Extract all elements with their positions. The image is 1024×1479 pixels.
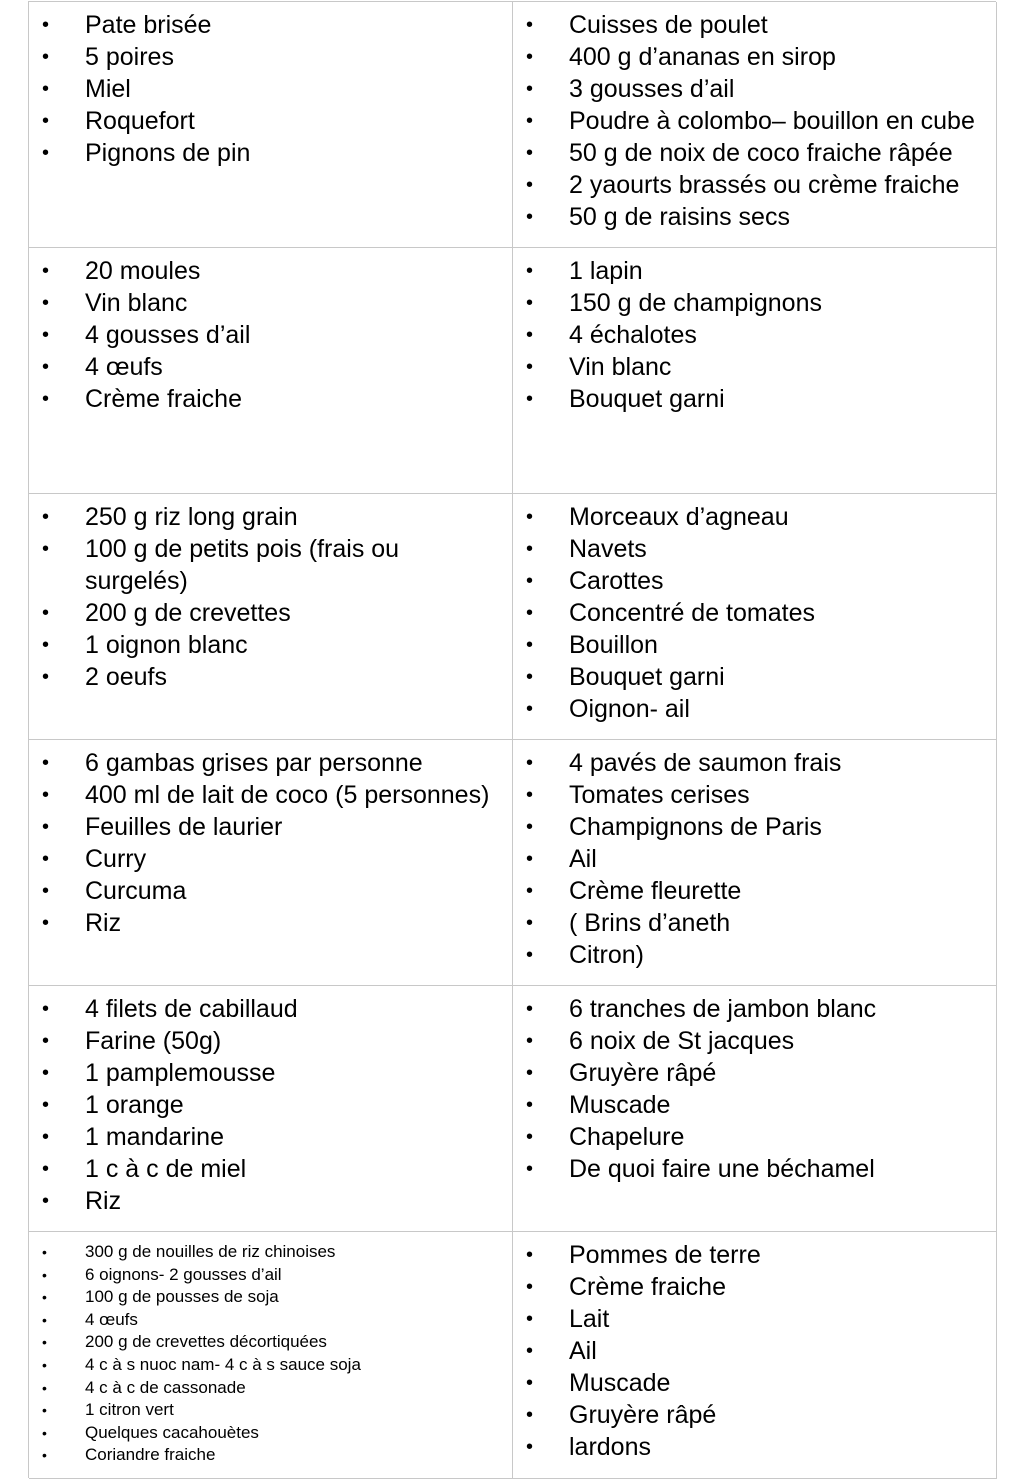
- bullet-icon: •: [526, 1308, 534, 1330]
- ingredient-text: 20 moules: [85, 257, 201, 285]
- table-cell: [29, 740, 513, 986]
- ingredient-text: 3 gousses d’ail: [569, 75, 735, 103]
- list-item: [29, 1399, 512, 1422]
- ingredient-text: Vin blanc: [85, 289, 188, 317]
- ingredient-text: Carottes: [569, 567, 664, 595]
- bullet-icon: •: [42, 292, 50, 314]
- ingredient-text: 400 ml de lait de coco (5 personnes): [85, 781, 490, 809]
- list-item: [29, 1331, 512, 1354]
- ingredient-text: Vin blanc: [569, 353, 672, 381]
- bullet-icon: •: [526, 206, 534, 228]
- list-item: [29, 1153, 512, 1185]
- bullet-icon: •: [526, 356, 534, 378]
- list-item: [29, 875, 512, 907]
- list-item: [513, 693, 996, 725]
- list-item: [29, 1286, 512, 1309]
- ingredient-list: [29, 993, 512, 1217]
- list-item: [29, 383, 512, 415]
- ingredient-text: Morceaux d’agneau: [569, 503, 789, 531]
- ingredient-text: 6 noix de St jacques: [569, 1027, 795, 1055]
- ingredient-text: 100 g de petits pois (frais ou surgelés): [85, 535, 400, 595]
- list-item: [513, 319, 996, 351]
- list-item: [513, 811, 996, 843]
- bullet-icon: •: [42, 1356, 47, 1373]
- ingredient-text: 1 pamplemousse: [85, 1059, 276, 1087]
- list-item: [513, 1239, 996, 1271]
- list-item: [513, 73, 996, 105]
- list-item: [513, 1121, 996, 1153]
- ingredient-list: [29, 1241, 512, 1467]
- bullet-icon: •: [42, 998, 50, 1020]
- bullet-icon: •: [526, 324, 534, 346]
- ingredient-text: Navets: [569, 535, 647, 563]
- ingredient-text: 300 g de nouilles de riz chinoises: [85, 1242, 336, 1261]
- ingredient-text: Tomates cerises: [569, 781, 750, 809]
- bullet-icon: •: [526, 1126, 534, 1148]
- bullet-icon: •: [526, 292, 534, 314]
- bullet-icon: •: [42, 1244, 47, 1260]
- ingredient-text: Pommes de terre: [569, 1241, 761, 1269]
- list-item: [513, 875, 996, 907]
- bullet-icon: •: [526, 1062, 534, 1084]
- ingredient-text: 4 pavés de saumon frais: [569, 749, 842, 777]
- ingredient-list: [29, 9, 512, 169]
- list-item: [29, 843, 512, 875]
- list-item: [513, 137, 996, 169]
- bullet-icon: •: [526, 1340, 534, 1362]
- ingredient-text: 6 gambas grises par personne: [85, 749, 423, 777]
- ingredient-text: Cuisses de poulet: [569, 11, 768, 39]
- bullet-icon: •: [42, 78, 50, 100]
- bullet-icon: •: [526, 698, 534, 720]
- list-item: [513, 383, 996, 415]
- list-item: [29, 105, 512, 137]
- ingredient-text: 6 tranches de jambon blanc: [569, 995, 877, 1023]
- list-item: [29, 351, 512, 383]
- table-cell: [513, 248, 997, 494]
- ingredient-text: Lait: [569, 1305, 610, 1333]
- bullet-icon: •: [526, 848, 534, 870]
- ingredient-text: Curcuma: [85, 877, 187, 905]
- ingredient-text: 4 c à c de cassonade: [85, 1377, 246, 1397]
- ingredient-text: 4 c à s nuoc nam- 4 c à s sauce soja: [85, 1354, 361, 1374]
- table-cell: [29, 494, 513, 740]
- ingredient-text: lardons: [569, 1433, 651, 1461]
- bullet-icon: •: [526, 260, 534, 282]
- bullet-icon: •: [42, 1062, 50, 1084]
- list-item: [513, 287, 996, 319]
- bullet-icon: •: [526, 14, 534, 36]
- ingredient-text: Crème fleurette: [569, 877, 742, 905]
- bullet-icon: •: [42, 14, 50, 36]
- list-item: [29, 1354, 512, 1377]
- list-item: [29, 1264, 512, 1287]
- ingredient-text: Coriandre fraiche: [85, 1445, 216, 1465]
- bullet-icon: •: [526, 142, 534, 164]
- ingredient-text: Citron): [569, 941, 645, 969]
- ingredient-text: 4 œufs: [85, 353, 163, 381]
- ingredient-text: Ail: [569, 1337, 597, 1365]
- list-item: [513, 169, 996, 201]
- bullet-icon: •: [526, 752, 534, 774]
- bullet-icon: •: [42, 388, 50, 410]
- list-item: [513, 939, 996, 971]
- ingredient-text: 1 lapin: [569, 257, 643, 285]
- ingredient-text: 1 oignon blanc: [85, 631, 248, 659]
- ingredient-text: 2 oeufs: [85, 663, 168, 691]
- list-item: [29, 811, 512, 843]
- ingredient-list: [513, 255, 996, 415]
- ingredient-text: Bouquet garni: [569, 385, 725, 413]
- bullet-icon: •: [526, 570, 534, 592]
- list-item: [29, 1057, 512, 1089]
- ingredient-text: 1 citron vert: [85, 1400, 174, 1420]
- ingredient-text: 200 g de crevettes décortiquées: [85, 1332, 327, 1352]
- bullet-icon: •: [42, 324, 50, 346]
- ingredient-text: 50 g de raisins secs: [569, 203, 790, 231]
- bullet-icon: •: [42, 1126, 50, 1148]
- ingredient-text: 1 mandarine: [85, 1123, 224, 1151]
- ingredient-list: [513, 9, 996, 233]
- list-item: [29, 287, 512, 319]
- ingredient-text: Crème fraiche: [569, 1273, 726, 1301]
- list-item: [513, 41, 996, 73]
- list-item: [513, 1089, 996, 1121]
- list-item: [29, 501, 512, 533]
- list-item: [513, 843, 996, 875]
- list-item: [29, 661, 512, 693]
- bullet-icon: •: [42, 666, 50, 688]
- list-item: [513, 565, 996, 597]
- ingredient-text: Pate brisée: [85, 11, 212, 39]
- list-item: [513, 351, 996, 383]
- ingredient-list: [29, 255, 512, 415]
- ingredient-list: [513, 993, 996, 1185]
- bullet-icon: •: [42, 912, 50, 934]
- ingredient-text: Concentré de tomates: [569, 599, 815, 627]
- bullet-icon: •: [526, 1276, 534, 1298]
- ingredients-table: [28, 1, 996, 1478]
- bullet-icon: •: [526, 816, 534, 838]
- ingredient-text: Gruyère râpé: [569, 1401, 717, 1429]
- list-item: [29, 1422, 512, 1445]
- bullet-icon: •: [526, 944, 534, 966]
- bullet-icon: •: [42, 1094, 50, 1116]
- ingredient-text: Quelques cacahouètes: [85, 1422, 259, 1442]
- ingredient-list: [513, 747, 996, 971]
- bullet-icon: •: [42, 634, 50, 656]
- ingredient-list: [513, 501, 996, 725]
- list-item: [513, 993, 996, 1025]
- list-item: [513, 747, 996, 779]
- list-item: [513, 533, 996, 565]
- ingredient-text: Champignons de Paris: [569, 813, 822, 841]
- bullet-icon: •: [42, 752, 50, 774]
- list-item: [29, 1025, 512, 1057]
- ingredient-text: 200 g de crevettes: [85, 599, 291, 627]
- ingredient-text: Riz: [85, 909, 122, 937]
- bullet-icon: •: [42, 260, 50, 282]
- ingredient-text: 6 oignons- 2 gousses d’ail: [85, 1264, 282, 1284]
- list-item: [513, 1399, 996, 1431]
- bullet-icon: •: [526, 1404, 534, 1426]
- list-item: [29, 629, 512, 661]
- bullet-icon: •: [526, 1030, 534, 1052]
- ingredient-text: 5 poires: [85, 43, 174, 71]
- list-item: [29, 1185, 512, 1217]
- ingredient-text: Feuilles de laurier: [85, 813, 283, 841]
- ingredient-text: Bouquet garni: [569, 663, 725, 691]
- ingredient-text: Chapelure: [569, 1123, 685, 1151]
- list-item: [513, 9, 996, 41]
- table-cell: [29, 1232, 513, 1479]
- ingredient-text: Farine (50g): [85, 1027, 222, 1055]
- bullet-icon: •: [42, 1334, 47, 1351]
- ingredient-text: 250 g riz long grain: [85, 503, 298, 531]
- bullet-icon: •: [526, 1094, 534, 1116]
- ingredient-text: 1 c à c de miel: [85, 1155, 247, 1183]
- list-item: [513, 501, 996, 533]
- bullet-icon: •: [526, 912, 534, 934]
- list-item: [29, 1377, 512, 1400]
- list-item: [29, 73, 512, 105]
- table-cell: [29, 986, 513, 1232]
- bullet-icon: •: [42, 142, 50, 164]
- table-cell: [513, 2, 997, 248]
- list-item: [29, 747, 512, 779]
- list-item: [29, 597, 512, 629]
- ingredient-text: Roquefort: [85, 107, 195, 135]
- bullet-icon: •: [42, 1266, 47, 1283]
- bullet-icon: •: [42, 506, 50, 528]
- bullet-icon: •: [42, 356, 50, 378]
- list-item: [29, 319, 512, 351]
- bullet-icon: •: [526, 110, 534, 132]
- bullet-icon: •: [526, 880, 534, 902]
- list-item: [513, 105, 996, 137]
- bullet-icon: •: [526, 666, 534, 688]
- ingredient-text: 400 g d’ananas en sirop: [569, 43, 836, 71]
- list-item: [513, 201, 996, 233]
- ingredient-text: De quoi faire une béchamel: [569, 1155, 875, 1183]
- list-item: [513, 597, 996, 629]
- list-item: [29, 779, 512, 811]
- ingredient-text: 100 g de pousses de soja: [85, 1287, 279, 1307]
- table-cell: [513, 1232, 997, 1479]
- bullet-icon: •: [42, 602, 50, 624]
- bullet-icon: •: [42, 538, 50, 560]
- ingredient-text: 150 g de champignons: [569, 289, 822, 317]
- list-item: [513, 255, 996, 287]
- ingredient-text: Crème fraiche: [85, 385, 242, 413]
- ingredient-text: Muscade: [569, 1369, 671, 1397]
- bullet-icon: •: [42, 1311, 47, 1328]
- list-item: [29, 41, 512, 73]
- bullet-icon: •: [526, 998, 534, 1020]
- bullet-icon: •: [526, 46, 534, 68]
- list-item: [29, 9, 512, 41]
- bullet-icon: •: [526, 538, 534, 560]
- ingredient-text: 2 yaourts brassés ou crème fraiche: [569, 171, 960, 199]
- bullet-icon: •: [526, 602, 534, 624]
- list-item: [29, 993, 512, 1025]
- bullet-icon: •: [526, 1436, 534, 1458]
- bullet-icon: •: [42, 1402, 47, 1419]
- bullet-icon: •: [526, 634, 534, 656]
- list-item: [513, 1303, 996, 1335]
- ingredient-text: Ail: [569, 845, 597, 873]
- bullet-icon: •: [42, 1030, 50, 1052]
- ingredient-text: Bouillon: [569, 631, 658, 659]
- list-item: [513, 1271, 996, 1303]
- list-item: [513, 779, 996, 811]
- list-item: [29, 1444, 512, 1467]
- ingredient-list: [513, 1239, 996, 1463]
- bullet-icon: •: [42, 784, 50, 806]
- table-cell: [513, 494, 997, 740]
- table-cell: [513, 986, 997, 1232]
- bullet-icon: •: [526, 1158, 534, 1180]
- list-item: [29, 1241, 512, 1264]
- ingredient-text: 50 g de noix de coco fraiche râpée: [569, 139, 953, 167]
- bullet-icon: •: [42, 46, 50, 68]
- bullet-icon: •: [526, 1372, 534, 1394]
- bullet-icon: •: [42, 1158, 50, 1180]
- list-item: [513, 1367, 996, 1399]
- ingredient-text: ( Brins d’aneth: [569, 909, 731, 937]
- list-item: [513, 1153, 996, 1185]
- bullet-icon: •: [526, 78, 534, 100]
- list-item: [29, 1121, 512, 1153]
- list-item: [513, 629, 996, 661]
- ingredient-text: Muscade: [569, 1091, 671, 1119]
- list-item: [513, 1431, 996, 1463]
- bullet-icon: •: [42, 816, 50, 838]
- bullet-icon: •: [42, 880, 50, 902]
- bullet-icon: •: [42, 848, 50, 870]
- list-item: [513, 907, 996, 939]
- ingredient-text: 4 gousses d’ail: [85, 321, 251, 349]
- bullet-icon: •: [526, 174, 534, 196]
- list-item: [513, 1335, 996, 1367]
- bullet-icon: •: [42, 1289, 47, 1306]
- list-item: [29, 1309, 512, 1332]
- bullet-icon: •: [42, 110, 50, 132]
- bullet-icon: •: [526, 506, 534, 528]
- ingredient-text: Curry: [85, 845, 147, 873]
- ingredient-list: [29, 747, 512, 939]
- table-cell: [29, 2, 513, 248]
- ingredient-text: 1 orange: [85, 1091, 184, 1119]
- bullet-icon: •: [526, 388, 534, 410]
- ingredient-text: 4 échalotes: [569, 321, 697, 349]
- ingredient-text: Poudre à colombo– bouillon en cube: [569, 107, 975, 135]
- bullet-icon: •: [42, 1190, 50, 1212]
- ingredient-text: Gruyère râpé: [569, 1059, 717, 1087]
- list-item: [29, 533, 512, 597]
- ingredient-text: Pignons de pin: [85, 139, 251, 167]
- ingredient-list: [29, 501, 512, 693]
- bullet-icon: •: [42, 1379, 47, 1396]
- list-item: [513, 1057, 996, 1089]
- list-item: [29, 137, 512, 169]
- ingredient-text: 4 œufs: [85, 1309, 138, 1329]
- ingredient-text: Oignon- ail: [569, 695, 690, 723]
- bullet-icon: •: [42, 1447, 47, 1464]
- list-item: [29, 255, 512, 287]
- ingredient-text: Miel: [85, 75, 131, 103]
- ingredient-text: 4 filets de cabillaud: [85, 995, 298, 1023]
- list-item: [513, 1025, 996, 1057]
- list-item: [29, 907, 512, 939]
- table-cell: [29, 248, 513, 494]
- ingredient-text: Riz: [85, 1187, 122, 1215]
- bullet-icon: •: [42, 1424, 47, 1441]
- table-cell: [513, 740, 997, 986]
- list-item: [29, 1089, 512, 1121]
- bullet-icon: •: [526, 784, 534, 806]
- list-item: [513, 661, 996, 693]
- bullet-icon: •: [526, 1244, 534, 1266]
